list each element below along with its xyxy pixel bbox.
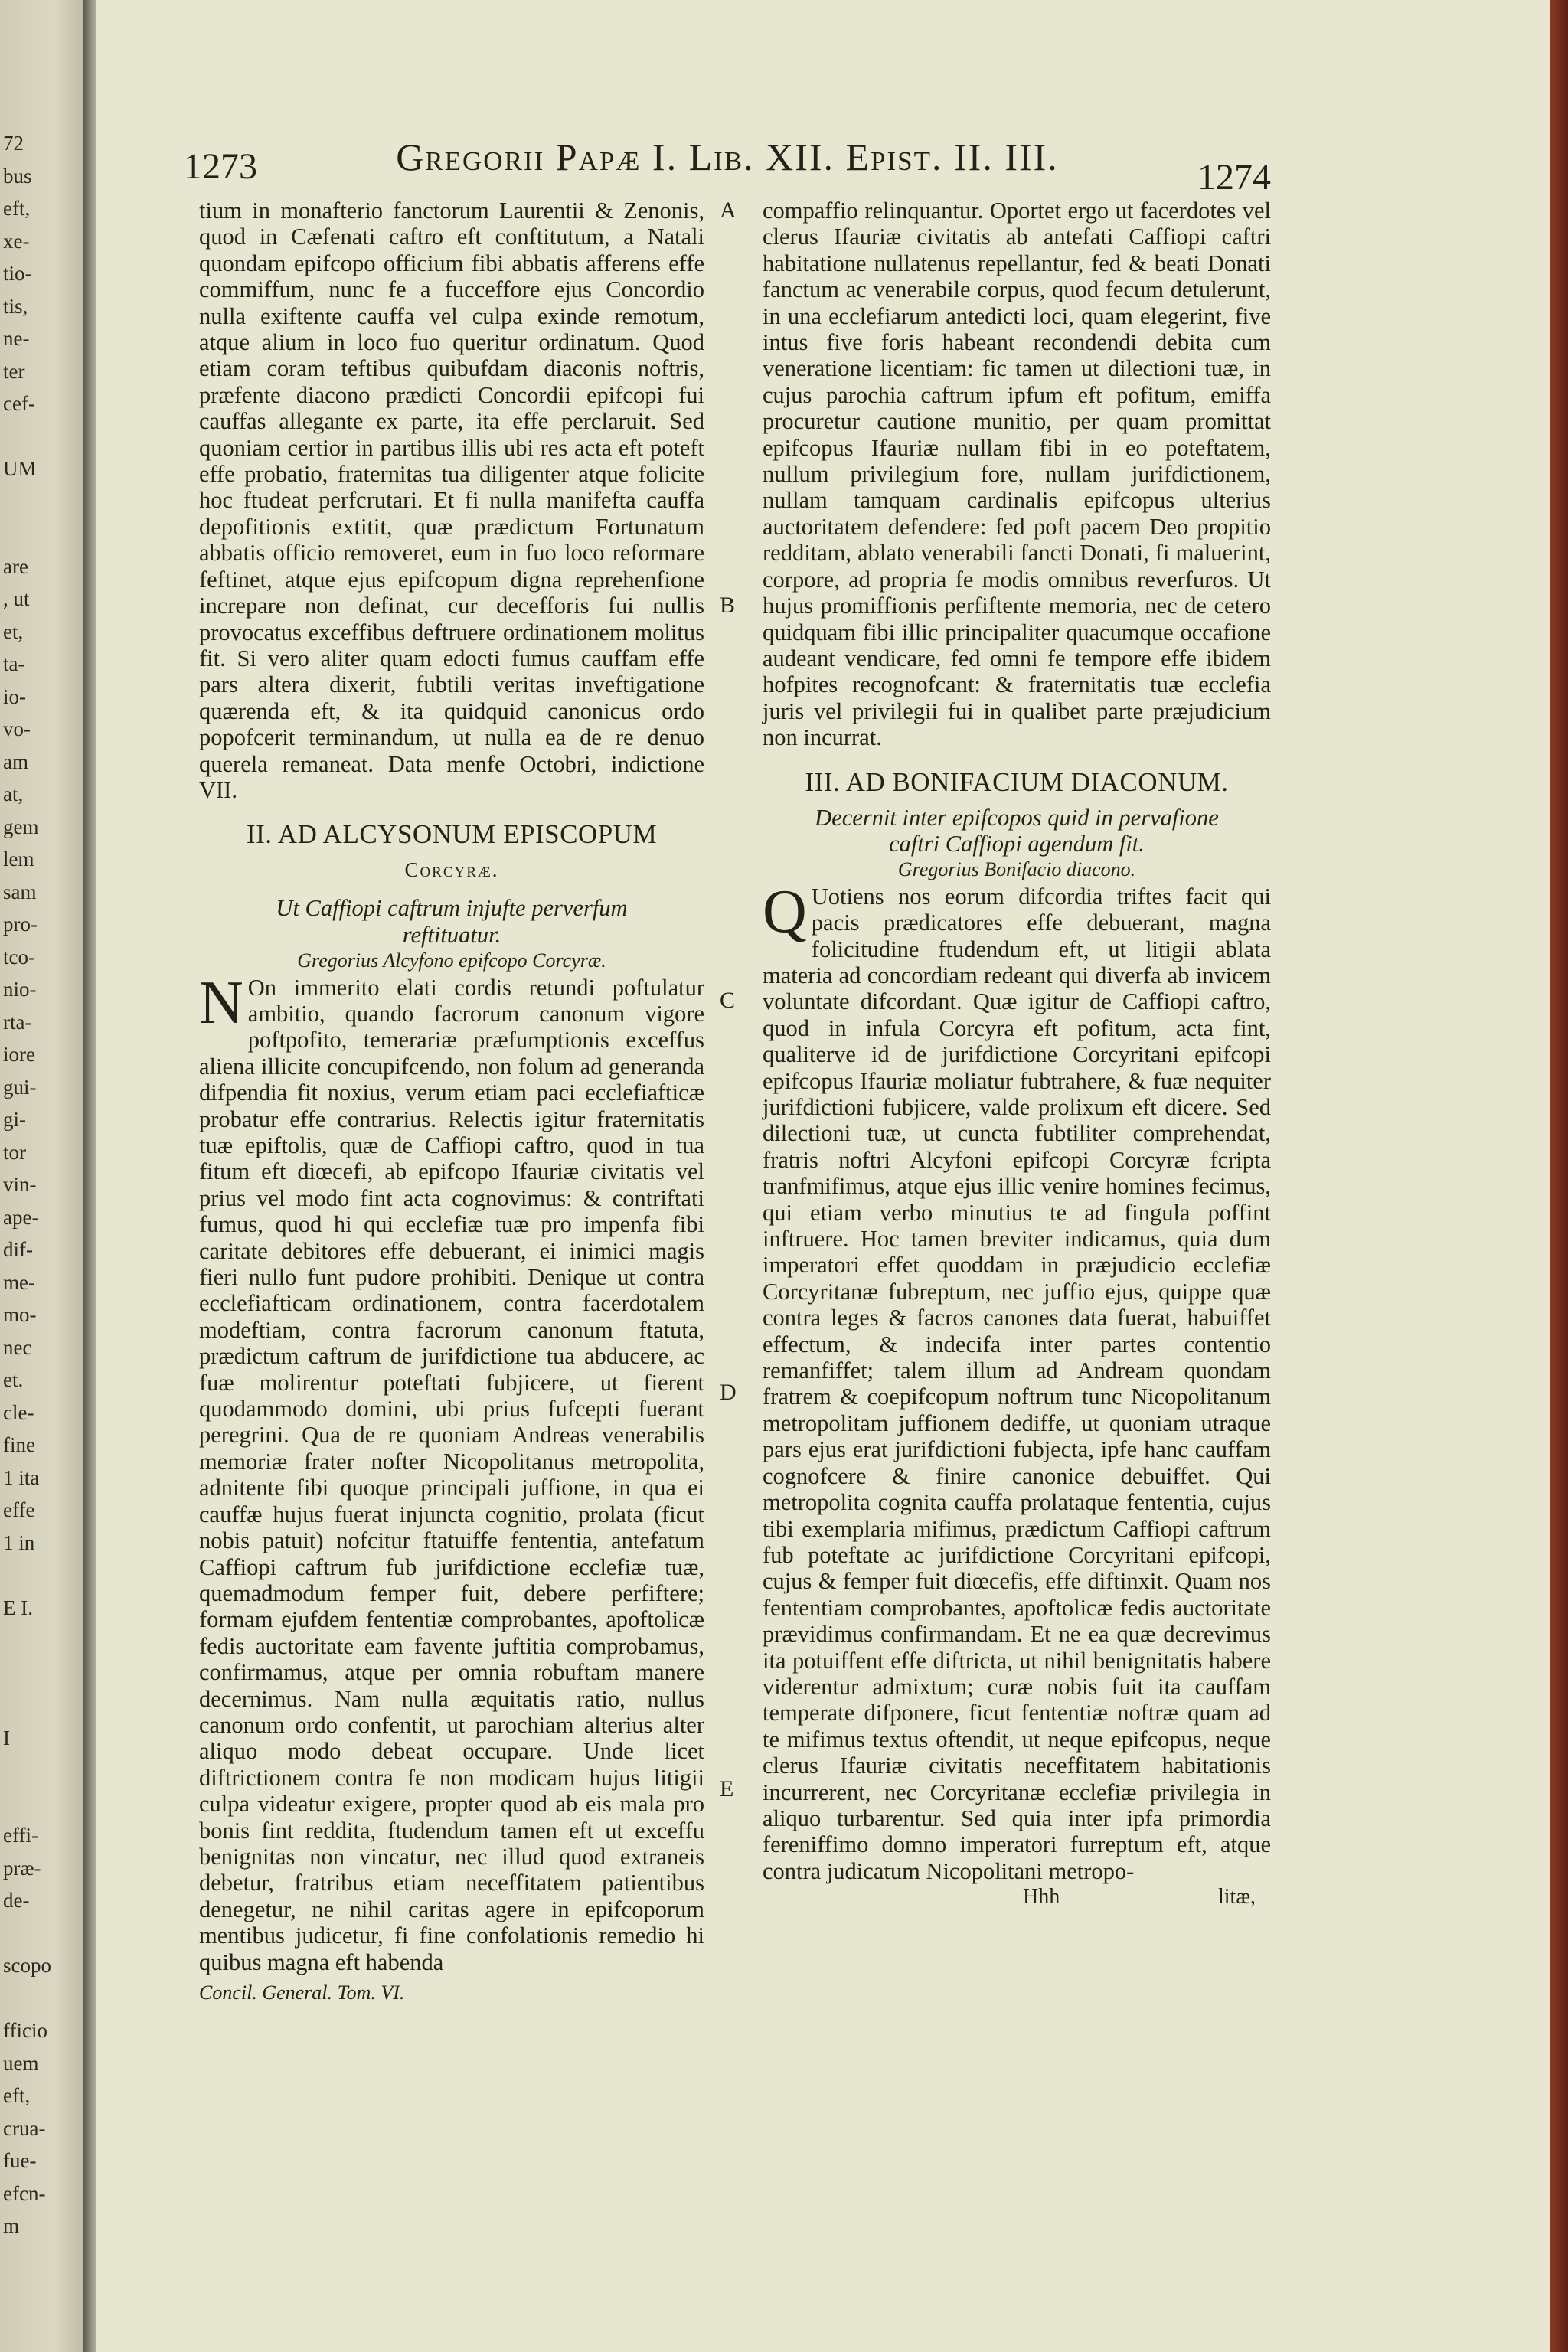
left-margin-fragment: gui- bbox=[3, 1075, 37, 1099]
salutation-epistle-ii: Gregorius Alcyfono epifcopo Corcyræ. bbox=[297, 949, 606, 972]
left-margin-fragment: mo- bbox=[3, 1303, 37, 1326]
body-epistle-iii bbox=[763, 877, 1271, 1884]
body-epistle-ii bbox=[199, 969, 704, 1975]
left-margin-fragment: fficio bbox=[3, 2019, 47, 2042]
margin-marker-c: C bbox=[720, 988, 736, 1013]
left-margin-fragment: m bbox=[3, 2214, 20, 2237]
left-margin-fragment: gem bbox=[3, 815, 39, 838]
summary-epistle-iii: Decernit inter epifcopos quid in pervafione caftri Caffiopi agendum fit. bbox=[815, 804, 1219, 857]
page-number-right: 1274 bbox=[1197, 157, 1271, 198]
binding-edge bbox=[1550, 0, 1568, 2352]
left-margin-fragment: lem bbox=[3, 848, 34, 871]
left-margin-fragment: rta- bbox=[3, 1010, 32, 1034]
left-margin-fragment: 1 in bbox=[3, 1530, 35, 1554]
gathering-signature: Hhh bbox=[1023, 1885, 1060, 1909]
running-header bbox=[184, 135, 1271, 196]
left-margin-fragment: 72 bbox=[3, 132, 24, 155]
left-margin-fragment: vo- bbox=[3, 717, 31, 740]
left-margin-fragment: nio- bbox=[3, 978, 37, 1001]
left-margin-fragment: ta- bbox=[3, 652, 25, 675]
left-margin-fragment: bus bbox=[3, 164, 32, 188]
left-margin-fragment: uem bbox=[3, 2051, 39, 2075]
left-margin-fragment: efcn- bbox=[3, 2181, 46, 2205]
margin-marker-e: E bbox=[720, 1776, 734, 1802]
left-margin-fragment: ape- bbox=[3, 1205, 39, 1229]
page-number-left: 1273 bbox=[184, 146, 257, 187]
left-margin-fragment: sam bbox=[3, 880, 37, 903]
left-margin-fragment: et, bbox=[3, 619, 24, 643]
dropcap-q: Q bbox=[763, 877, 807, 946]
left-margin-fragment: de- bbox=[3, 1889, 30, 1912]
left-margin-fragment: E I. bbox=[3, 1596, 33, 1619]
left-margin-fragment: effe bbox=[3, 1498, 35, 1521]
left-margin-fragment: scopo bbox=[3, 1954, 51, 1977]
footer-note: Concil. General. Tom. VI. bbox=[199, 1981, 405, 2004]
summary-epistle-ii: Ut Caffiopi caftrum injufte perverfum reftituatur. bbox=[276, 895, 628, 948]
left-margin-fragment: at, bbox=[3, 782, 24, 805]
heading-epistle-ii: II. AD ALCYSONUM EPISCOPUM bbox=[246, 819, 658, 850]
left-margin-fragment: I bbox=[3, 1726, 10, 1749]
signature-line bbox=[763, 1884, 1271, 1910]
catchword: litæ, bbox=[1217, 1885, 1256, 1909]
left-margin-fragment: effi- bbox=[3, 1824, 38, 1847]
margin-marker-d: D bbox=[720, 1380, 737, 1405]
left-margin-fragment: 1 ita bbox=[3, 1465, 40, 1489]
margin-marker-a: A bbox=[720, 198, 737, 223]
salutation-epistle-iii: Gregorius Bonifacio diacono. bbox=[897, 858, 1136, 881]
left-margin-fragment: tor bbox=[3, 1140, 26, 1164]
left-margin-fragment: eft, bbox=[3, 197, 31, 220]
left-margin-fragment: tco- bbox=[3, 945, 35, 969]
left-margin-fragment: are bbox=[3, 554, 28, 578]
left-margin-fragment: xe- bbox=[3, 229, 30, 253]
left-margin-fragment: fue- bbox=[3, 2149, 37, 2172]
left-margin-fragment: nec bbox=[3, 1335, 32, 1359]
left-margin-fragment: ne- bbox=[3, 327, 30, 350]
body-text-ii: On immerito elati cordis retundi poftulatur ambitio, quando facrorum canonum vigore poftpofito, temerariæ præfumptionis exceffus aliena illicite concupifcendo, non folum ad generanda difpendia fit noxius, verum etiam paci ecclefiafticæ probatur effe contrarius. Relectis igitur fraternitatis tuæ epiftolis, quæ de Caffiopi caftro, quod in tua fitum eft diœcefi, ab epifcopo Ifauriæ civitatis vel prius vel modo fint acta cognovimus: & contriftati fumus, quod hi qui ecclefiæ tuæ pro impenfa fibi caritate debitores effe debuerant, ei inimici magis fieri nullo funt pudore prohibiti. Denique ut contra ecclefiafticam ordinationem, contra facerdotalem modeftiam, contra facrorum canonum ftatuta, prædictum caftrum de jurifdictione tua abducere, ac fuæ molirentur poteftati fubjicere, ut fierent quodammodo domini, ubi prius fufcepti fuerant peregrini. Qua de re quoniam Andreas venerabilis memoriæ frater nofter Nicopolitanus metropolita, adnitente fibi quoque principali juffione, in qua ei cauffæ hujus fuerat injuncta cognitio, prolata (ficut nobis patuit) nofcitur ftatuiffe fententia, antefatum Caffiopi caftrum fub jurifdictione ecclefiæ tuæ, quemadmodum femper fuit, debere perfiftere; formam ejufdem fententiæ comprobantes, apoftolicæ fedis auctoritate eam favente juftitia comprobamus, confirmamus, atque per omnia robuftam manere decernimus. Nam nulla æquitatis ratio, nullus canonum ordo confentit, ut parochiam alterius alter aliquo modo debeat occupare. Unde licet diftrictionem contra fe non modicam hujus litigii culpa videatur exigere, propter quod ab eis mala pro bonis fint reddita, ftudendum tamen eft ut exceffu benignitas non vincatur, nec illud quod extraneis debetur, fratribus etiam neceffitatem patientibus denegetur, ne nihil caritas agere in epifcoporum mentibus judicetur, fi fine confolationis remedio hi quibus magna eft habenda bbox=[199, 974, 704, 1975]
left-margin-fragment: eft, bbox=[3, 2084, 31, 2107]
left-margin-fragment: ter bbox=[3, 359, 25, 383]
body-text-iii: Uotiens nos eorum difcordia triftes facit qui pacis prædicatores effe debuerant, magna folicitudine ftudendum eft, ut litigii ablata materia ad concordiam redeant qui diverfa ab invicem voluntate difcordant. Quæ igitur de Caffiopi caftro, quod in infula Corcyra eft pofitum, acta fint, qualiterve id de jurifdictione Corcyritani epifcopi epifcopus Ifauriæ moliatur fubtrahere, & fuæ nequiter jurifdictioni fubjicere, valde prolixum eft dicere. Sed dilectioni tuæ, ut cuncta fubtiliter comprehendat, fratris noftri Alcyfoni epifcopi Corcyræ fcripta tranfmifimus, atque ejus illic venire homines fecimus, qui etiam verbo minutius te ad fingula poffint inftruere. Hoc tamen breviter indicamus, quia dum imperatori effet quoddam in præjudicio ecclefiæ Corcyritanæ fubreptum, nec juffio ejus, quippe quæ contra leges & facros canones data fuerat, habuiffet effectum, & indecifa inter partes contentio remanfiffet; talem illum ad Andream quondam fratrem & coepifcopum noftrum tunc Nicopolitanum metropolitam juffionem dediffe, ut quoniam utraque pars ejus erat jurifdictioni fubjecta, ipfe hanc cauffam cognofcere & finire canonice debuiffet. Qui metropolita cognita cauffa prolataque fententia, cujus tibi exemplaria mifimus, prædictum Caffiopi caftrum fub poteftate ac jurifdictione Corcyritani epifcopi, cujus & femper fuit diœcefis, effe diftinxit. Quam nos fententiam comprobantes, apoftolicæ fedis auctoritate prævidimus confirmandam. Et ne ea quæ decrevimus ita potuiffent effe diftricta, ut nihil benignitatis habere viderentur admixtum; curæ nobis fuit ita cauffam temperate difponere, ficut fententiæ noftræ quam ad te mifimus textus oftendit, ut neque epifcopus, neque clerus Ifauriæ civitatis neceffitatem habitationis incurrerent, nec Corcyritanæ ecclefiæ privilegia in aliquo turbarentur. Sed quia inter ipfa primordia fereniffimo domno imperatori furreptum eft, atque contra judicatum Nicopolitani metropo- bbox=[763, 883, 1271, 1884]
left-margin-fragment: pro- bbox=[3, 913, 38, 936]
left-page-edge bbox=[0, 0, 90, 2352]
left-margin-fragment: tio- bbox=[3, 262, 32, 285]
left-margin-fragment: crua- bbox=[3, 2116, 46, 2140]
heading-epistle-iii: III. AD BONIFACIUM DIACONUM. bbox=[805, 766, 1229, 797]
left-margin-fragment: gi- bbox=[3, 1108, 26, 1131]
left-margin-fragment: iore bbox=[3, 1043, 35, 1066]
column-right bbox=[763, 198, 1271, 1911]
left-margin-fragment: præ- bbox=[3, 1856, 41, 1880]
left-margin-fragment: et. bbox=[3, 1368, 24, 1391]
left-margin-fragment: cef- bbox=[3, 392, 35, 415]
left-margin-fragment: dif- bbox=[3, 1238, 33, 1261]
dropcap-n: N bbox=[199, 969, 243, 1037]
left-margin-fragment: vin- bbox=[3, 1173, 37, 1196]
running-title: Gregorii Papæ I. Lib. XII. Epist. II. III. bbox=[396, 136, 1059, 178]
epistle-i-ending: tium in monafterio fanctorum Laurentii & Zenonis, quod in Cæfenati caftro eft conftitutum, a Natali quondam epifcopo officium fibi abbatis afferens effe commiffum, nunc fe a fucceffore ejus Concordio nulla exiftente cauffa vel culpa exinde remotum, atque alium in loco fuo queritur ordinatum. Quod etiam coram teftibus quibufdam diaconis noftris, præfente diacono prædicti Concordii epifcopi fui cauffas allegante ex parte, ita effe perclaruit. Sed quoniam certior in partibus illis ubi res acta eft poteft effe probatio, fraternitas tua diligenter atque folicite hoc ftudeat perfcrutari. Et fi nulla manifefta cauffa depofitionis extitit, quæ prædictum Fortunatum abbatis officio removeret, eum in fuo loco reformare feftinet, atque ejus epifcopum digna reprehenfione increpare non definat, cur decefforis fui nullis provocatus exceffibus deftruere ordinationem molitus fit. Si vero aliter quam edocti fumus cauffam effe pars altera dixerit, fubtili veritas inveftigatione quærenda eft, & ita quidquid canonicus ordo popofcerit terminandum, ut nulla ea de re denuo querela remaneat. Data menfe Octobri, indictione VII. bbox=[199, 198, 704, 803]
left-margin-fragment: me- bbox=[3, 1270, 35, 1294]
left-margin-fragment: , ut bbox=[3, 587, 30, 610]
left-margin-fragment: cle- bbox=[3, 1400, 34, 1424]
left-margin-fragment: fine bbox=[3, 1433, 35, 1456]
left-margin-fragment: tis, bbox=[3, 294, 28, 318]
heading-epistle-ii-sub: Corcyræ. bbox=[404, 858, 499, 882]
left-margin-fragment: io- bbox=[3, 684, 26, 708]
column-left bbox=[199, 198, 704, 2006]
left-margin-fragment: UM bbox=[3, 457, 37, 480]
margin-marker-b: B bbox=[720, 593, 736, 618]
left-margin-fragment: am bbox=[3, 750, 28, 773]
epistle-ii-ending: compaffio relinquantur. Oportet ergo ut facerdotes vel clerus Ifauriæ civitatis ab antefati Caffiopi caftri habitatione nullatenus repellantur, fed & beati Donati fanctum ac venerabile corpus, quod fecum detulerunt, in una ecclefiarum antedicti loci, quam elegerint, five intus five foris habeant recondendi debita cum veneratione licentiam: fic tamen ut dilectioni tuæ, in cujus parochia caftrum ipfum eft pofitum, emiffa procuretur cautione munitio, per quam promittat epifcopus Ifauriæ nullam fibi in eo poteftatem, nullum privilegium fore, nullam jurifdictionem, nullam tamquam cardinalis epifcopus ulterius auctoritatem defendere: fed poft pacem Deo propitio redditam, ablato venerabili fancti Donati, fi maluerint, corpore, ad propria fe modis omnibus reverfuros. Ut hujus promiffionis perfiftente memoria, nec de cetero quidquam fibi illic principaliter quacumque occafione audeant vendicare, fed omni fe tempore effe ibidem hofpites recognofcant: & fraternitatis tuæ ecclefia juris vel privilegii fui in qualibet parte præjudicium non incurrat. bbox=[763, 198, 1271, 751]
